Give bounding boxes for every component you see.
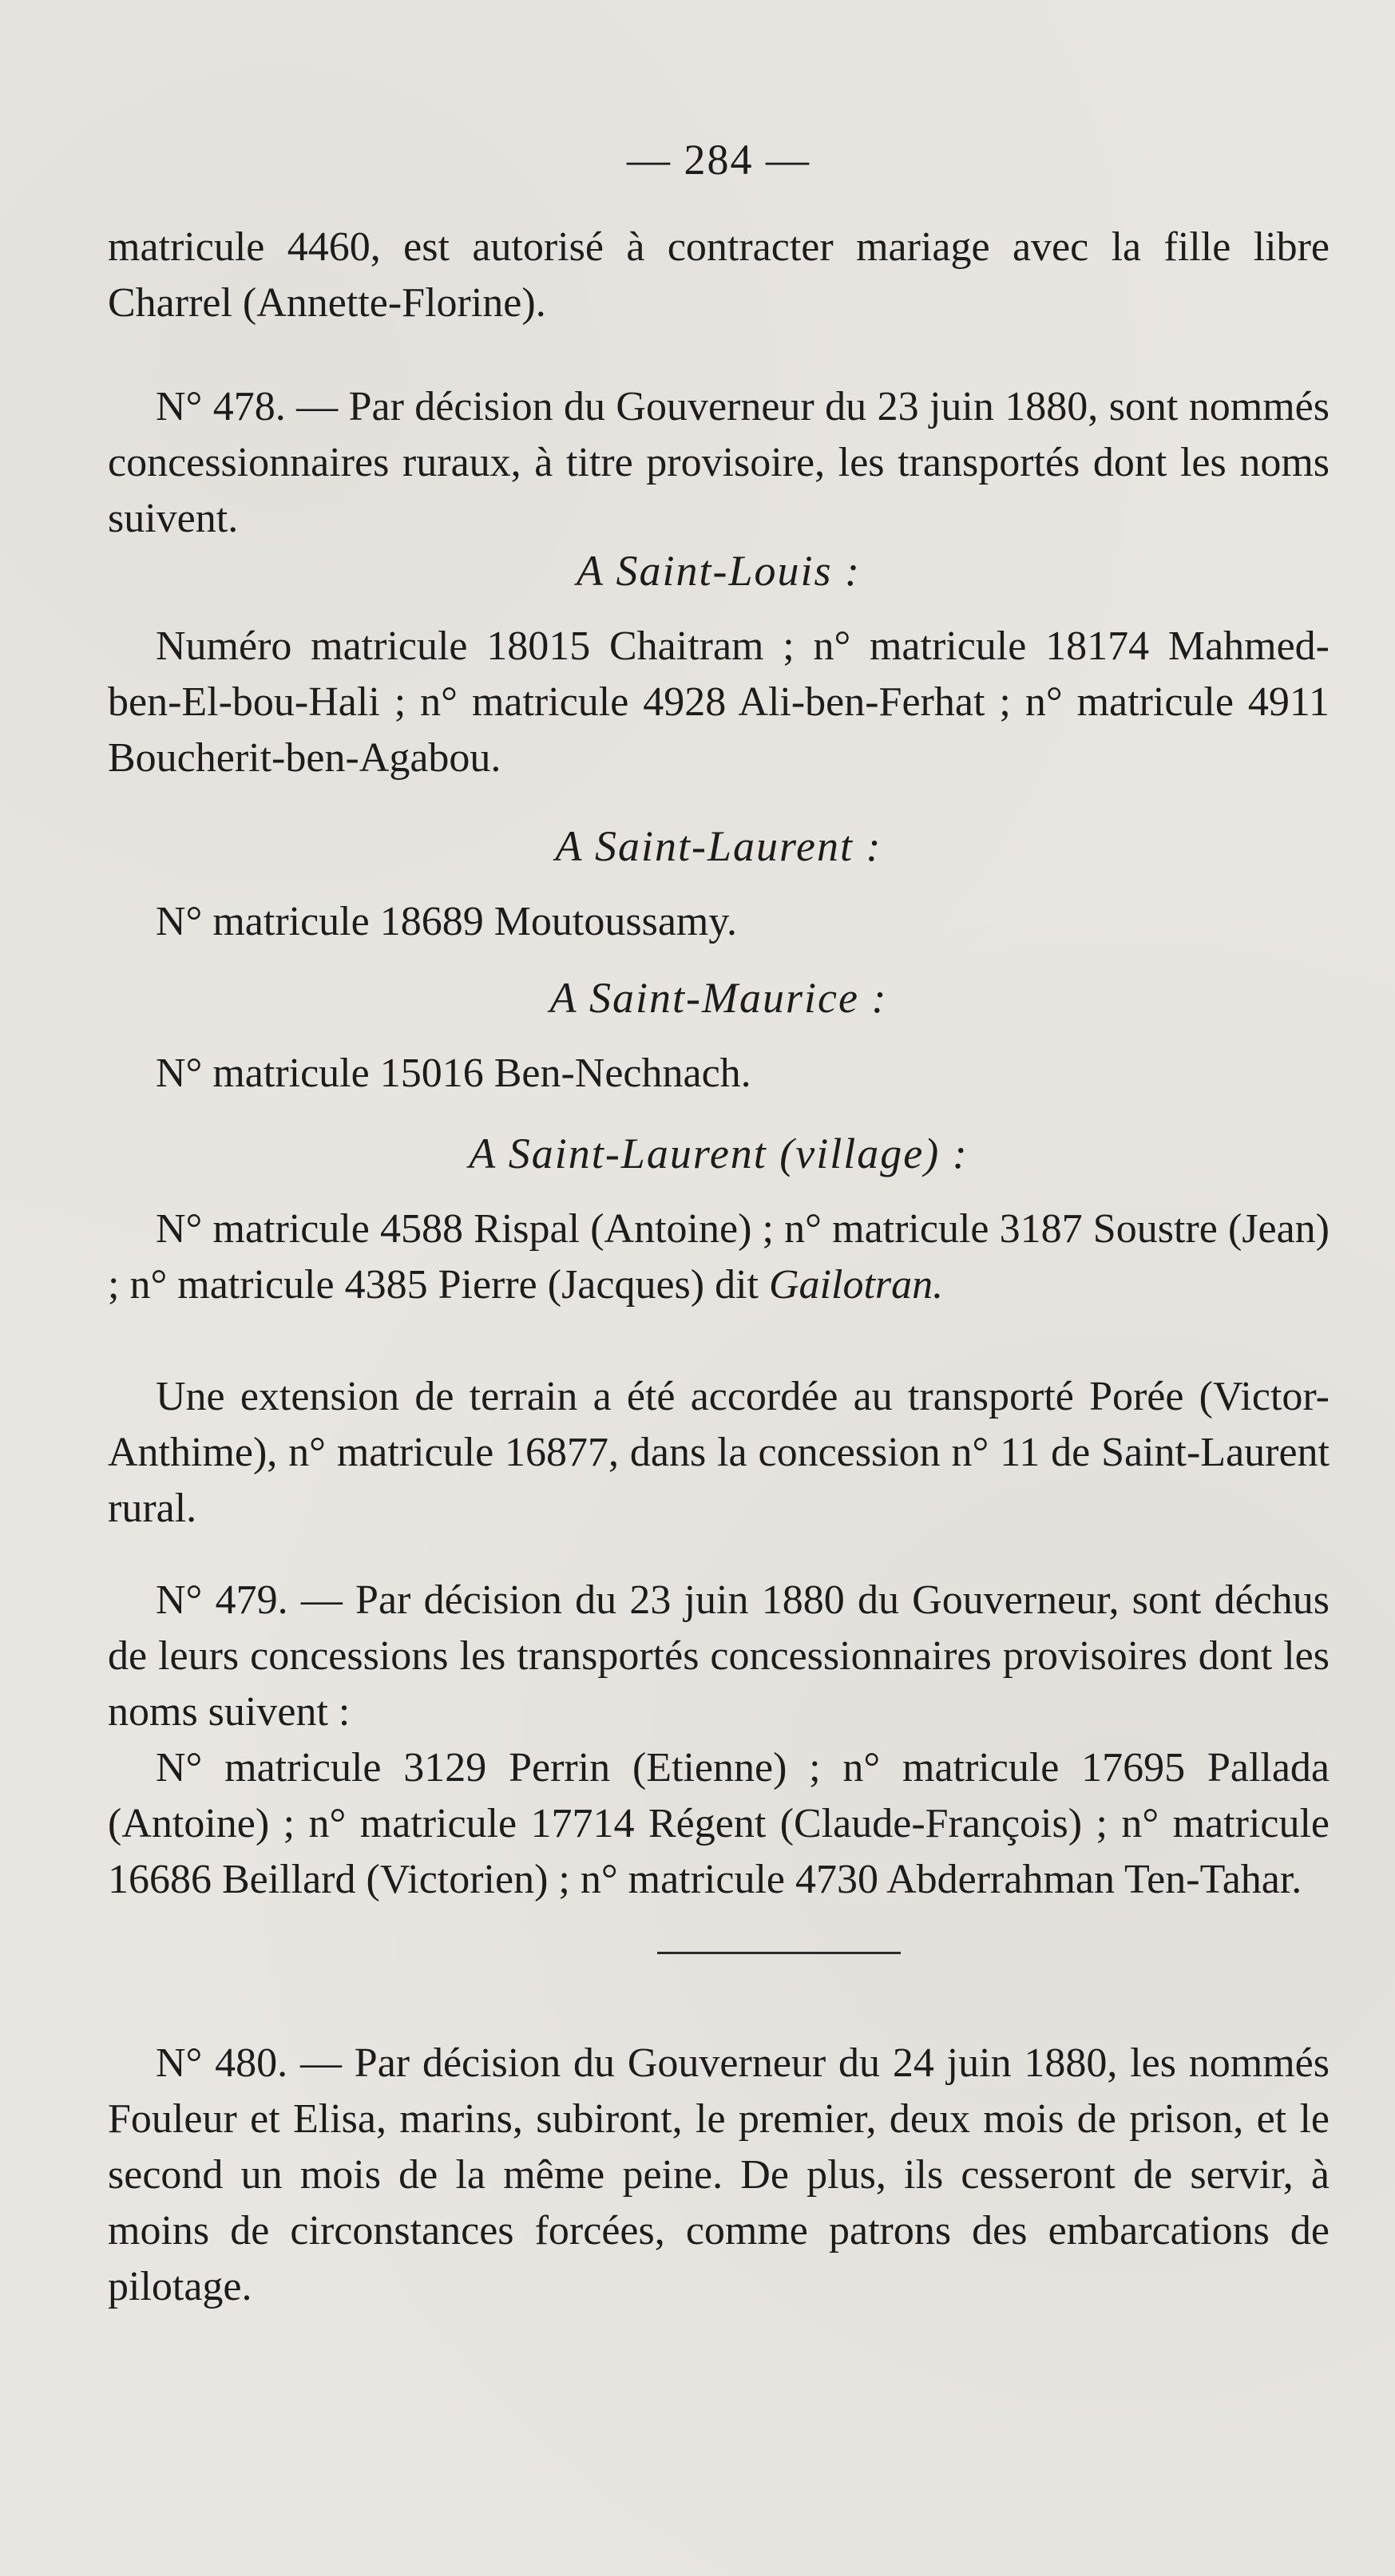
nickname-gailotran: Gailotran. <box>769 1262 944 1308</box>
heading-saint-laurent: A Saint-Laurent : <box>555 822 882 870</box>
paragraph-decision-480: N° 480. — Par décision du Gouverneur du 24 juin 1880, les nommés Fouleur et Elisa, marins, subiront, le premier, deux mois de prison, et le second un mois de la même peine. De plus, ils cesseront de servir, à moins de circonstances forcées, comme patrons des embarcations de pilotage. <box>108 2040 1330 2309</box>
heading-saint-louis: A Saint-Louis : <box>576 547 862 595</box>
village-list-text: N° matricule 4588 Rispal (Antoine) ; n° matricule 3187 Soustre (Jean) ; n° matricule 4385 Pierre (Jacques) dit <box>108 1206 1330 1308</box>
paragraph-saint-louis-list: Numéro matricule 18015 Chaitram ; n° matricule 18174 Mahmed-ben-El-bou-Hali ; n° matricule 4928 Ali-ben-Ferhat ; n° matricule 4911 Boucherit-ben-Agabou. <box>108 623 1330 781</box>
paragraph-decheance-list: N° matricule 3129 Perrin (Etienne) ; n° matricule 17695 Pallada (Antoine) ; n° matricule 17714 Régent (Claude-François) ; n° matricule 16686 Beillard (Victorien) ; n° matricule 4730 Abderrahman Ten-Tahar. <box>108 1745 1330 1902</box>
heading-saint-laurent-village: A Saint-Laurent (village) : <box>469 1130 969 1177</box>
page-number: — 284 — <box>627 136 810 184</box>
paragraph-matricule-4460: matricule 4460, est autorisé à contracter mariage avec la fille libre Charrel (Annette-Florine). <box>108 224 1330 326</box>
heading-saint-maurice: A Saint-Maurice : <box>549 974 888 1022</box>
paragraph-decision-478: N° 478. — Par décision du Gouverneur du 23 juin 1880, sont nommés concessionnaires ruraux, à titre provisoire, les transportés dont les noms suivent. <box>108 384 1330 541</box>
paragraph-saint-maurice-list: N° matricule 15016 Ben-Nechnach. <box>156 1051 751 1096</box>
paragraph-extension-poree: Une extension de terrain a été accordée au transporté Porée (Victor-Anthime), n° matricule 16877, dans la concession n° 11 de Saint-Laurent rural. <box>108 1374 1330 1531</box>
section-divider <box>657 1952 901 1954</box>
paragraph-saint-laurent-village-list <box>108 1201 1330 1313</box>
paragraph-saint-laurent-list: N° matricule 18689 Moutoussamy. <box>156 899 737 944</box>
paragraph-decision-479: N° 479. — Par décision du 23 juin 1880 du Gouverneur, sont déchus de leurs concessions les transportés concessionnaires provisoires dont les noms suivent : <box>108 1577 1330 1735</box>
